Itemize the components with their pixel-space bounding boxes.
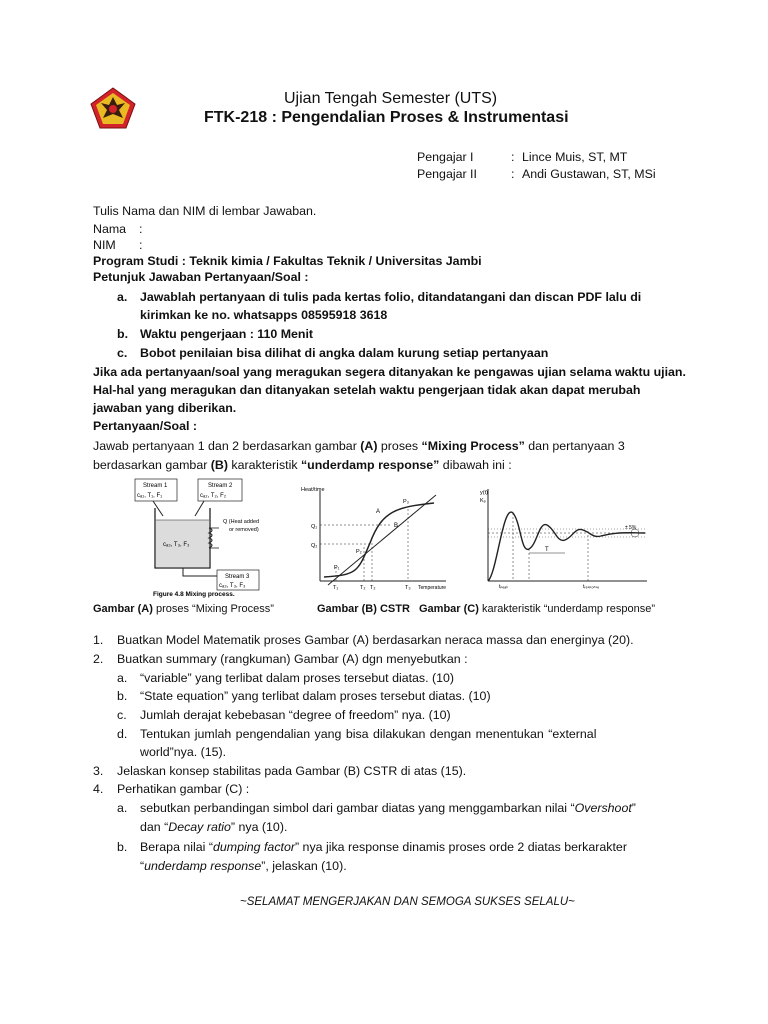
nim-label: NIM	[93, 238, 116, 252]
nim-colon: :	[139, 238, 143, 252]
note-line2: Hal-hal yang meragukan dan ditanyakan setelah waktu pengerjaan tidak akan dapat merubah	[93, 383, 641, 397]
q4a-line2-b: Decay ratio	[168, 820, 231, 834]
caption-a-bold: Gambar (A)	[93, 603, 153, 615]
q4b-num: b.	[117, 840, 128, 854]
fig-a-q-label2: or removed)	[229, 527, 259, 533]
caption-b: Gambar (B) CSTR	[317, 603, 410, 615]
q4b-line1-a: Berapa nilai “	[140, 840, 214, 854]
fig-a-figure-caption: Figure 4.8 Mixing process.	[153, 591, 235, 598]
q2d-line2: world”nya. (15).	[140, 745, 227, 759]
lecturer1-label: Pengajar I	[417, 150, 474, 164]
figure-a-mixing-process	[105, 476, 275, 600]
fig-a-stream1-vars: cₐ₁, T₁, F₁	[137, 493, 163, 499]
soal-intro-line1	[93, 437, 625, 455]
caption-c	[419, 603, 655, 615]
fig-c-yaxis2: Kₚ	[480, 498, 487, 504]
q1-text: Buatkan Model Matematik proses Gambar (A) berdasarkan neraca massa dan energinya (20).	[117, 633, 634, 647]
q4-num: 4.	[93, 782, 104, 796]
q3-text: Jelaskan konsep stabilitas pada Gambar (B) CSTR di atas (15).	[117, 764, 467, 778]
lecturer1-sep: :	[511, 150, 515, 164]
figure-c-underdamp	[475, 483, 650, 593]
soal-intro-e: dan pertanyaan 3	[524, 439, 625, 453]
nama-colon: :	[139, 222, 143, 236]
q2b-text: “State equation” yang terlibat dalam proses tersebut diatas. (10)	[140, 689, 491, 703]
fig-b-b: B	[394, 523, 399, 529]
instruction-c-line1: Bobot penilaian bisa dilihat di angka dalam kurung setiap pertanyaan	[140, 346, 549, 360]
soal-intro-line2	[93, 456, 512, 474]
fig-b-q1: Q₁	[311, 524, 318, 530]
nama-label: Nama	[93, 222, 127, 236]
q2a-text: “variable” yang terlibat dalam proses tersebut diatas. (10)	[140, 671, 455, 685]
lecturer1-name: Lince Muis, ST, MT	[522, 150, 628, 164]
fig-b-xaxis: Temperature	[418, 585, 447, 591]
lecturer2-label: Pengajar II	[417, 167, 477, 181]
soal-intro2-e: dibawah ini :	[439, 458, 512, 472]
university-logo	[90, 87, 136, 129]
q4a-line2-c: ” nya (10).	[230, 820, 288, 834]
fig-c-tr: tᵣₑₛₚₒₙₛₑ	[583, 584, 600, 590]
q4a-line2	[140, 818, 287, 836]
lecturer2-sep: :	[511, 167, 515, 181]
fig-a-stream3: Stream 3	[225, 574, 250, 580]
fig-b-a: A	[376, 509, 381, 515]
q2-text: Buatkan summary (rangkuman) Gambar (A) dgn menyebutkan :	[117, 652, 468, 666]
exam-title: Ujian Tengah Semester (UTS)	[284, 90, 498, 107]
fig-b-p1: P₁	[334, 565, 340, 571]
q4a-num: a.	[117, 801, 128, 815]
q4b-line2-b: underdamp response	[144, 859, 262, 873]
q4b-line1	[140, 838, 627, 856]
fig-a-tank-vars: cₐ₃, T₃, F₃	[163, 542, 190, 548]
soal-intro-d: “Mixing Process”	[421, 439, 525, 453]
q4a-line1-a: sebutkan perbandingan simbol dari gambar diatas yang menggambarkan nilai “	[140, 801, 575, 815]
caption-a-text: proses “Mixing Process”	[152, 603, 274, 615]
q4a-line2-a: dan “	[140, 820, 169, 834]
q2c-text: Jumlah derajat kebebasan “degree of freedom” nya. (10)	[140, 708, 451, 722]
fig-c-period: T	[545, 547, 549, 553]
q4b-line2	[140, 857, 347, 875]
fig-b-t1: T₁	[333, 585, 339, 591]
soal-intro2-a: berdasarkan gambar	[93, 458, 211, 472]
q4b-line1-b: dumping factor	[213, 840, 295, 854]
fig-b-t2b: T₂	[370, 585, 376, 591]
fig-b-p3: P₃	[403, 499, 409, 505]
q2c-num: c.	[117, 708, 127, 722]
caption-a	[93, 603, 274, 615]
q2b-num: b.	[117, 689, 128, 703]
q4-text: Perhatikan gambar (C) :	[117, 782, 250, 796]
q4a-line1-b: Overshoot	[574, 801, 632, 815]
q4b-line2-a: “	[140, 859, 145, 873]
instruction-a-marker: a.	[117, 290, 128, 304]
soal-heading: Pertanyaan/Soal :	[93, 419, 197, 433]
note-line3: jawaban yang diberikan.	[93, 401, 237, 415]
fig-a-stream2-vars: cₐ₂, T₂, F₂	[200, 493, 227, 499]
q2d-num: d.	[117, 727, 128, 741]
soal-intro-a: Jawab pertanyaan 1 dan 2 berdasarkan gambar	[93, 439, 361, 453]
petunjuk-heading: Petunjuk Jawaban Pertanyaan/Soal :	[93, 270, 309, 284]
lecturer2-name: Andi Gustawan, ST, MSi	[522, 167, 656, 181]
footer-message: ~SELAMAT MENGERJAKAN DAN SEMOGA SUKSES SELALU~	[240, 896, 575, 908]
fig-b-yaxis: Heat/time	[301, 487, 325, 493]
q2-num: 2.	[93, 652, 104, 666]
fig-b-p2: P₂	[356, 549, 362, 555]
fig-c-tp: tₚₑₐₖ	[499, 584, 509, 590]
soal-intro2-b: (B)	[210, 458, 228, 472]
caption-c-text: karakteristik “underdamp response”	[478, 603, 655, 615]
instruction-c-marker: c.	[117, 346, 128, 360]
instruction-a-line1: Jawablah pertanyaan di tulis pada kertas folio, ditandatangani dan discan PDF lalu di	[140, 290, 642, 304]
fig-b-q2: Q₂	[311, 543, 318, 549]
q4a-line1-c: ”	[631, 801, 636, 815]
q4a-line1	[140, 799, 636, 817]
q4b-line1-c: ” nya jika response dinamis proses orde 2 diatas berkarakter	[294, 840, 627, 854]
q4b-line2-c: ”, jelaskan (10).	[261, 859, 347, 873]
fig-a-stream1: Stream 1	[143, 483, 168, 489]
soal-intro-b: (A)	[360, 439, 378, 453]
program-studi: Program Studi : Teknik kimia / Fakultas Teknik / Universitas Jambi	[93, 254, 482, 268]
course-title: FTK-218 : Pengendalian Proses & Instrumentasi	[204, 109, 569, 126]
soal-intro2-d: “underdamp response”	[300, 458, 440, 472]
fig-c-yaxis: y(t)	[480, 490, 488, 496]
fig-a-q-label: Q (Heat added	[223, 519, 260, 525]
q2a-num: a.	[117, 671, 128, 685]
figure-b-cstr	[298, 481, 450, 593]
q1-num: 1.	[93, 633, 104, 647]
fig-a-stream2: Stream 2	[208, 483, 233, 489]
instruction-a-line2: kirimkan ke no. whatsapps 08595918 3618	[140, 308, 388, 322]
soal-intro-c: proses	[377, 439, 422, 453]
q3-num: 3.	[93, 764, 104, 778]
instruction-b-marker: b.	[117, 327, 129, 341]
fig-a-stream3-vars: cₐ₃, T₃, F₃	[219, 583, 246, 589]
note-line1: Jika ada pertanyaan/soal yang meragukan segera ditanyakan ke pengawas ujian selama waktu ujian.	[93, 365, 686, 379]
fig-b-t3: T₃	[405, 585, 411, 591]
fig-b-t2: T₂	[360, 585, 366, 591]
fig-c-band: ± 5%	[625, 525, 637, 531]
soal-intro2-c: karakteristik	[227, 458, 301, 472]
identity-intro: Tulis Nama dan NIM di lembar Jawaban.	[93, 204, 317, 218]
q2d-line1: Tentukan jumlah pengendalian yang bisa dilakukan dengan menentukan “external	[140, 727, 597, 741]
instruction-b-line1: Waktu pengerjaan : 110 Menit	[140, 327, 314, 341]
caption-c-bold: Gambar (C)	[419, 603, 479, 615]
